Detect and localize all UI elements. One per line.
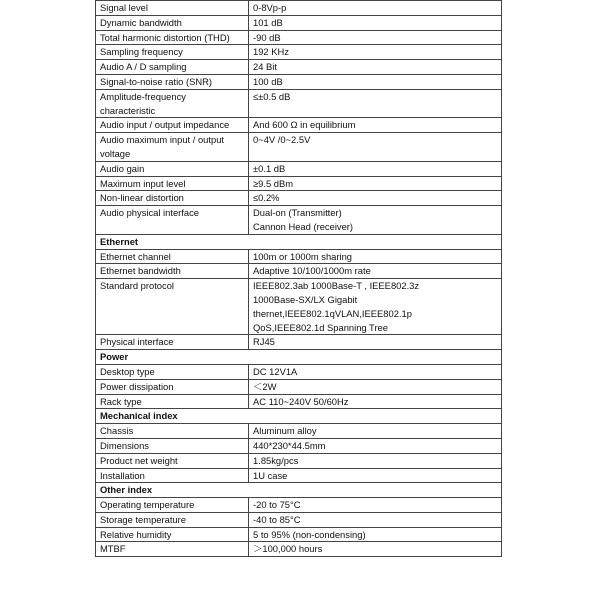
spec-value: [249, 176, 502, 191]
spec-row: [96, 206, 502, 235]
section-header-mechanical: [96, 409, 502, 424]
spec-label-line: Operating temperature: [100, 499, 195, 511]
spec-label-line: Audio physical interface: [100, 207, 200, 219]
spec-label-line: Relative humidity: [100, 528, 172, 540]
spec-value-line: Adaptive 10/100/1000m rate: [253, 265, 371, 277]
spec-value-line: 5 to 95% (non-condensing): [253, 528, 366, 540]
spec-label: [96, 176, 249, 191]
spec-row: [96, 498, 502, 513]
spec-value-line: QoS,IEEE802.1d Spanning Tree: [253, 321, 388, 333]
spec-label: [96, 15, 249, 30]
spec-label-line: Product net weight: [100, 454, 178, 466]
spec-table-body: [96, 1, 502, 557]
spec-label: [96, 542, 249, 557]
spec-label: [96, 379, 249, 394]
spec-value: [249, 438, 502, 453]
spec-value: [249, 133, 502, 162]
spec-label-line: Power dissipation: [100, 380, 174, 392]
spec-label: [96, 364, 249, 379]
section-header-power: [96, 350, 502, 365]
spec-value-line: -90 dB: [253, 31, 281, 43]
spec-label-line: Chassis: [100, 425, 134, 437]
spec-value: [249, 1, 502, 16]
spec-value: [249, 264, 502, 279]
spec-label: [96, 527, 249, 542]
spec-row: [96, 264, 502, 279]
spec-row: [96, 45, 502, 60]
spec-row: [96, 512, 502, 527]
spec-label: [96, 335, 249, 350]
spec-row: [96, 133, 502, 162]
spec-label: [96, 206, 249, 235]
spec-label: [96, 1, 249, 16]
spec-label: [96, 438, 249, 453]
spec-label-line: Installation: [100, 469, 145, 481]
spec-row: [96, 468, 502, 483]
spec-value-line: ＞100,000 hours: [253, 543, 323, 555]
spec-value: [249, 394, 502, 409]
spec-label: [96, 60, 249, 75]
spec-row: [96, 191, 502, 206]
spec-value: [249, 206, 502, 235]
spec-row: [96, 74, 502, 89]
spec-value: [249, 191, 502, 206]
spec-value: [249, 424, 502, 439]
spec-label-line: Total harmonic distortion (THD): [100, 31, 230, 43]
spec-label: [96, 133, 249, 162]
spec-label-line: Amplitude-frequency: [100, 90, 186, 102]
spec-label: [96, 468, 249, 483]
spec-label-line: Signal-to-noise ratio (SNR): [100, 75, 213, 87]
spec-label-line: Dynamic bandwidth: [100, 16, 182, 28]
spec-label-line: Ethernet channel: [100, 250, 171, 262]
spec-value: [249, 468, 502, 483]
spec-value-line: 1U case: [253, 469, 288, 481]
spec-value: [249, 453, 502, 468]
spec-value-line: 100 dB: [253, 75, 283, 87]
spec-value-line: 1000Base-SX/LX Gigabit: [253, 293, 358, 305]
spec-row: [96, 30, 502, 45]
spec-value: [249, 364, 502, 379]
spec-row: [96, 161, 502, 176]
section-title: Ethernet: [96, 234, 502, 249]
spec-label-line: Storage temperature: [100, 513, 186, 525]
spec-label: [96, 191, 249, 206]
spec-row: [96, 424, 502, 439]
spec-value-line: 100m or 1000m sharing: [253, 250, 353, 262]
spec-value-line: thernet,IEEE802.1qVLAN,IEEE802.1p: [253, 307, 412, 319]
spec-value-line: IEEE802.3ab 1000Base-T , IEEE802.3z: [253, 280, 420, 292]
spec-value-line: Dual-on (Transmitter): [253, 207, 342, 219]
spec-value: [249, 498, 502, 513]
spec-row: [96, 335, 502, 350]
spec-label-line: Ethernet bandwidth: [100, 265, 181, 277]
spec-value-line: And 600 Ω in equilibrium: [253, 119, 356, 131]
spec-label: [96, 89, 249, 118]
spec-label: [96, 512, 249, 527]
spec-label-line: Audio gain: [100, 162, 145, 174]
spec-value-line: 192 KHz: [253, 46, 289, 58]
spec-label-line: Signal level: [100, 2, 148, 13]
spec-value-line: AC 110~240V 50/60Hz: [253, 395, 349, 407]
spec-sheet: [95, 0, 501, 557]
spec-row: [96, 527, 502, 542]
spec-label: [96, 498, 249, 513]
spec-label: [96, 74, 249, 89]
spec-label: [96, 161, 249, 176]
spec-row: [96, 542, 502, 557]
spec-label: [96, 249, 249, 264]
spec-label-line: characteristic: [100, 104, 156, 116]
spec-value: [249, 15, 502, 30]
spec-value-line: -40 to 85°C: [253, 513, 301, 525]
spec-value-line: Aluminum alloy: [253, 425, 317, 437]
spec-label: [96, 118, 249, 133]
spec-label: [96, 453, 249, 468]
spec-value: [249, 512, 502, 527]
spec-label-line: Dimensions: [100, 439, 149, 451]
spec-row: [96, 249, 502, 264]
spec-row: [96, 453, 502, 468]
spec-value-line: ≤0.2%: [253, 192, 280, 204]
section-title: Power: [96, 350, 502, 365]
spec-value-line: ≤±0.5 dB: [253, 90, 291, 102]
spec-value-line: ＜2W: [253, 380, 277, 392]
spec-value: [249, 335, 502, 350]
spec-label-line: voltage: [100, 147, 131, 159]
section-header-ethernet: [96, 234, 502, 249]
spec-label: [96, 279, 249, 335]
spec-label-line: Standard protocol: [100, 280, 175, 292]
spec-label-line: Audio input / output impedance: [100, 119, 230, 131]
spec-row: [96, 176, 502, 191]
spec-value-line: 0-8Vp-p: [253, 2, 287, 13]
spec-value: [249, 45, 502, 60]
spec-value: [249, 89, 502, 118]
spec-row: [96, 89, 502, 118]
spec-value: [249, 527, 502, 542]
spec-value: [249, 30, 502, 45]
spec-row: [96, 438, 502, 453]
spec-value: [249, 542, 502, 557]
spec-value-line: ≥9.5 dBm: [253, 177, 294, 189]
spec-row: [96, 118, 502, 133]
spec-label-line: Desktop type: [100, 365, 155, 377]
section-title: Mechanical index: [96, 409, 502, 424]
spec-label: [96, 394, 249, 409]
spec-label-line: Audio A / D sampling: [100, 61, 187, 73]
spec-value-line: 101 dB: [253, 16, 283, 28]
section-title: Other index: [96, 483, 502, 498]
spec-label-line: Sampling frequency: [100, 46, 183, 58]
spec-value: [249, 279, 502, 335]
spec-row: [96, 394, 502, 409]
spec-row: [96, 1, 502, 16]
spec-label-line: Rack type: [100, 395, 142, 407]
spec-row: [96, 15, 502, 30]
spec-value: [249, 60, 502, 75]
section-header-other: [96, 483, 502, 498]
spec-value: [249, 249, 502, 264]
spec-label-line: Maximum input level: [100, 177, 186, 189]
spec-value-line: Cannon Head (receiver): [253, 220, 354, 232]
spec-value-line: 0~4V /0~2.5V: [253, 134, 311, 146]
spec-label-line: MTBF: [100, 543, 126, 555]
spec-value-line: 24 Bit: [253, 61, 277, 73]
spec-value-line: 440*230*44.5mm: [253, 439, 326, 451]
spec-value-line: RJ45: [253, 336, 275, 348]
spec-label: [96, 30, 249, 45]
spec-row: [96, 364, 502, 379]
spec-label: [96, 424, 249, 439]
spec-value-line: DC 12V1A: [253, 365, 298, 377]
spec-value-line: -20 to 75°C: [253, 499, 301, 511]
spec-label-line: Physical interface: [100, 336, 174, 348]
spec-value-line: 1.85kg/pcs: [253, 454, 299, 466]
spec-label-line: Non-linear distortion: [100, 192, 184, 204]
spec-row: [96, 379, 502, 394]
spec-label-line: Audio maximum input / output: [100, 134, 225, 146]
spec-label: [96, 45, 249, 60]
spec-value-line: ±0.1 dB: [253, 162, 286, 174]
spec-row: [96, 279, 502, 335]
spec-table: [95, 0, 502, 557]
spec-value: [249, 379, 502, 394]
spec-value: [249, 161, 502, 176]
spec-value: [249, 74, 502, 89]
spec-label: [96, 264, 249, 279]
spec-row: [96, 60, 502, 75]
spec-value: [249, 118, 502, 133]
